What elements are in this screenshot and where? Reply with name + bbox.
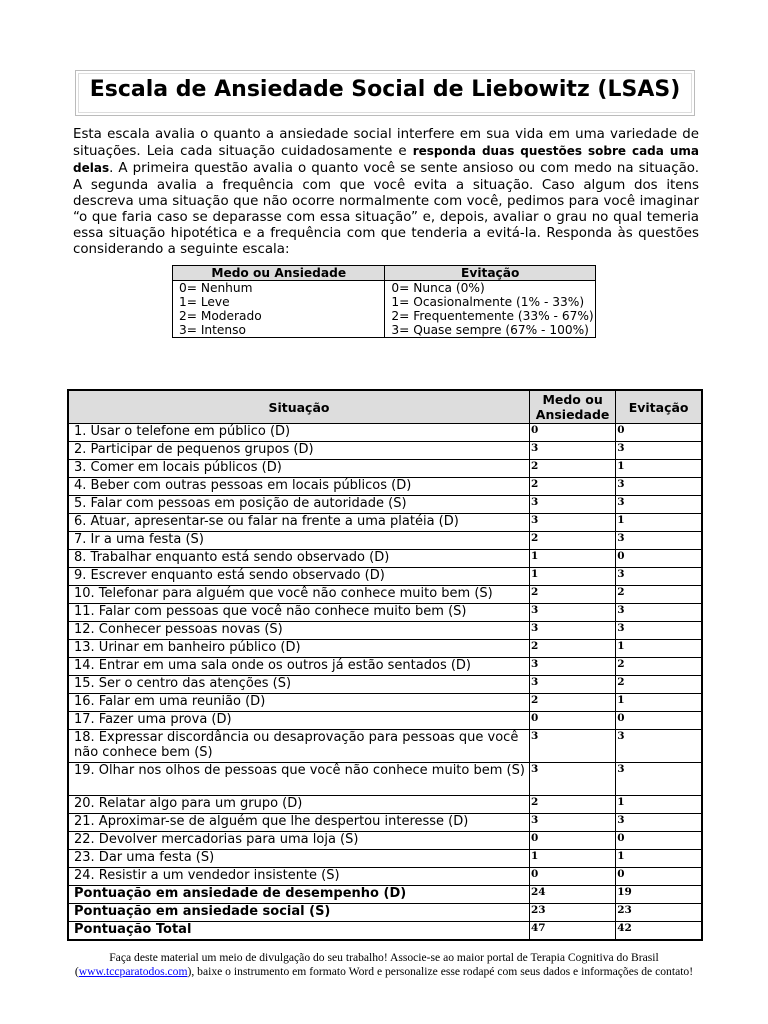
table-row — [68, 676, 702, 694]
footer-text-2: ), baixe o instrumento em formato Word e personalize esse rodapé com seus dados e informações de contato! — [187, 965, 694, 978]
evitacao-value: 2 — [616, 676, 702, 694]
evitacao-value: 1 — [616, 694, 702, 712]
evitacao-value: 1 — [616, 514, 702, 532]
situacao-cell: 9. Escrever enquanto está sendo observado (D) — [68, 568, 529, 586]
table-row — [68, 442, 702, 460]
scale-medo-3: 3= Intenso — [173, 323, 385, 338]
medo-value: 3 — [529, 442, 615, 460]
table-row — [68, 550, 702, 568]
medo-value: 3 — [529, 676, 615, 694]
total-evitacao: 19 — [616, 886, 702, 904]
total-medo: 47 — [529, 922, 615, 940]
table-row — [68, 586, 702, 604]
table-row — [68, 796, 702, 814]
evitacao-value: 3 — [616, 763, 702, 796]
table-row — [68, 568, 702, 586]
evitacao-value: 1 — [616, 850, 702, 868]
evitacao-value: 0 — [616, 832, 702, 850]
intro-text-2: . A primeira questão avalia o quanto você se sente ansioso ou com medo na situação. A segunda avalia a frequência com que você evita a situação. Caso algum dos itens descreva uma situação que não ocorre normalmente com você, pedimos para você imaginar “o que faria caso se deparasse com essa situação” e, depois, avaliar o grau no qual temeria essa situação hipotética e a frequência com que tenderia a evitá-la. Responda às questões considerando a seguinte escala: — [73, 161, 699, 258]
lsas-table-body — [68, 424, 702, 940]
table-row — [68, 814, 702, 832]
medo-value: 1 — [529, 850, 615, 868]
total-evitacao: 23 — [616, 904, 702, 922]
medo-value: 3 — [529, 604, 615, 622]
document-title: Escala de Ansiedade Social de Liebowitz (LSAS) — [89, 77, 681, 102]
document-title-box — [75, 70, 695, 116]
table-row — [68, 712, 702, 730]
scale-evitacao-1: 1= Ocasionalmente (1% - 33%) — [385, 295, 596, 309]
medo-value: 2 — [529, 586, 615, 604]
medo-value: 0 — [529, 868, 615, 886]
medo-value: 2 — [529, 796, 615, 814]
evitacao-value: 2 — [616, 586, 702, 604]
evitacao-value: 3 — [616, 496, 702, 514]
scale-medo-0: 0= Nenhum — [173, 281, 385, 296]
situacao-cell: 8. Trabalhar enquanto está sendo observado (D) — [68, 550, 529, 568]
footer-link[interactable]: www.tccparatodos.com — [78, 965, 188, 978]
table-row — [68, 514, 702, 532]
footer-line-2 — [40, 965, 728, 979]
medo-value: 2 — [529, 694, 615, 712]
table-row — [68, 622, 702, 640]
intro-text-1: Esta escala avalia o quanto a ansiedade social interfere em sua vida em uma variedade de situações. Leia cada situação cuidadosamente e — [73, 127, 699, 160]
situacao-cell: 10. Telefonar para alguém que você não conhece muito bem (S) — [68, 586, 529, 604]
table-row — [68, 496, 702, 514]
evitacao-value: 3 — [616, 532, 702, 550]
scale-medo-1: 1= Leve — [173, 295, 385, 309]
situacao-cell: 17. Fazer uma prova (D) — [68, 712, 529, 730]
table-row — [68, 730, 702, 763]
situacao-cell: 16. Falar em uma reunião (D) — [68, 694, 529, 712]
total-label: Pontuação em ansiedade de desempenho (D) — [68, 886, 529, 904]
situacao-cell: 3. Comer em locais públicos (D) — [68, 460, 529, 478]
header-evitacao: Evitação — [616, 390, 702, 424]
evitacao-value: 1 — [616, 796, 702, 814]
evitacao-value: 0 — [616, 424, 702, 442]
medo-value: 3 — [529, 814, 615, 832]
medo-value: 2 — [529, 640, 615, 658]
table-row — [68, 763, 702, 796]
situacao-cell: 18. Expressar discordância ou desaprovação para pessoas que você não conhece bem (S) — [68, 730, 529, 763]
situacao-cell: 23. Dar uma festa (S) — [68, 850, 529, 868]
evitacao-value: 3 — [616, 568, 702, 586]
medo-value: 3 — [529, 496, 615, 514]
situacao-cell: 4. Beber com outras pessoas em locais públicos (D) — [68, 478, 529, 496]
situacao-cell: 19. Olhar nos olhos de pessoas que você não conhece muito bem (S) — [68, 763, 529, 796]
medo-value: 3 — [529, 514, 615, 532]
medo-value: 2 — [529, 532, 615, 550]
medo-value: 3 — [529, 730, 615, 763]
medo-value: 3 — [529, 622, 615, 640]
situacao-cell: 13. Urinar em banheiro público (D) — [68, 640, 529, 658]
evitacao-value: 3 — [616, 622, 702, 640]
medo-value: 3 — [529, 658, 615, 676]
evitacao-value: 3 — [616, 604, 702, 622]
scale-medo-2: 2= Moderado — [173, 309, 385, 323]
medo-value: 0 — [529, 424, 615, 442]
total-label: Pontuação Total — [68, 922, 529, 940]
scale-evitacao-3: 3= Quase sempre (67% - 100%) — [385, 323, 596, 338]
header-situacao: Situação — [68, 390, 529, 424]
lsas-table — [67, 389, 703, 941]
medo-value: 0 — [529, 712, 615, 730]
evitacao-value: 3 — [616, 814, 702, 832]
total-medo: 24 — [529, 886, 615, 904]
table-row — [68, 694, 702, 712]
situacao-cell: 22. Devolver mercadorias para uma loja (S) — [68, 832, 529, 850]
evitacao-value: 0 — [616, 712, 702, 730]
footer-line-1: Faça deste material um meio de divulgação do seu trabalho! Associe-se ao maior portal de Terapia Cognitiva do Brasil — [109, 951, 659, 964]
situacao-cell: 1. Usar o telefone em público (D) — [68, 424, 529, 442]
rating-scale-table — [172, 265, 596, 338]
evitacao-value: 2 — [616, 658, 702, 676]
total-row — [68, 886, 702, 904]
situacao-cell: 24. Resistir a um vendedor insistente (S) — [68, 868, 529, 886]
medo-value: 2 — [529, 460, 615, 478]
table-row — [68, 460, 702, 478]
situacao-cell: 6. Atuar, apresentar-se ou falar na frente a uma platéia (D) — [68, 514, 529, 532]
table-row — [68, 604, 702, 622]
table-row — [68, 424, 702, 442]
situacao-cell: 5. Falar com pessoas em posição de autoridade (S) — [68, 496, 529, 514]
medo-value: 2 — [529, 478, 615, 496]
table-row — [68, 868, 702, 886]
total-medo: 23 — [529, 904, 615, 922]
scale-evitacao-0: 0= Nunca (0%) — [385, 281, 596, 296]
table-row — [68, 850, 702, 868]
footer — [40, 951, 728, 979]
scale-header-evitacao: Evitação — [385, 266, 596, 281]
evitacao-value: 3 — [616, 730, 702, 763]
evitacao-value: 0 — [616, 868, 702, 886]
situacao-cell: 20. Relatar algo para um grupo (D) — [68, 796, 529, 814]
scale-header-medo: Medo ou Ansiedade — [173, 266, 385, 281]
evitacao-value: 0 — [616, 550, 702, 568]
total-row — [68, 904, 702, 922]
table-row — [68, 478, 702, 496]
medo-value: 1 — [529, 550, 615, 568]
medo-value: 1 — [529, 568, 615, 586]
footer-open-paren: ( — [74, 965, 79, 978]
situacao-cell: 2. Participar de pequenos grupos (D) — [68, 442, 529, 460]
situacao-cell: 12. Conhecer pessoas novas (S) — [68, 622, 529, 640]
total-row — [68, 922, 702, 940]
intro-bold-text: responda duas questões sobre cada uma delas — [73, 144, 699, 176]
situacao-cell: 11. Falar com pessoas que você não conhece muito bem (S) — [68, 604, 529, 622]
scale-evitacao-2: 2= Frequentemente (33% - 67%) — [385, 309, 596, 323]
evitacao-value: 3 — [616, 442, 702, 460]
situacao-cell: 15. Ser o centro das atenções (S) — [68, 676, 529, 694]
table-row — [68, 640, 702, 658]
situacao-cell: 14. Entrar em uma sala onde os outros já estão sentados (D) — [68, 658, 529, 676]
table-row — [68, 832, 702, 850]
evitacao-value: 1 — [616, 460, 702, 478]
table-row — [68, 658, 702, 676]
header-medo: Medo ou Ansiedade — [529, 390, 615, 424]
evitacao-value: 1 — [616, 640, 702, 658]
situacao-cell: 7. Ir a uma festa (S) — [68, 532, 529, 550]
medo-value: 0 — [529, 832, 615, 850]
intro-paragraph — [73, 127, 699, 259]
evitacao-value: 3 — [616, 478, 702, 496]
total-evitacao: 42 — [616, 922, 702, 940]
situacao-cell: 21. Aproximar-se de alguém que lhe despertou interesse (D) — [68, 814, 529, 832]
table-row — [68, 532, 702, 550]
medo-value: 3 — [529, 763, 615, 796]
total-label: Pontuação em ansiedade social (S) — [68, 904, 529, 922]
